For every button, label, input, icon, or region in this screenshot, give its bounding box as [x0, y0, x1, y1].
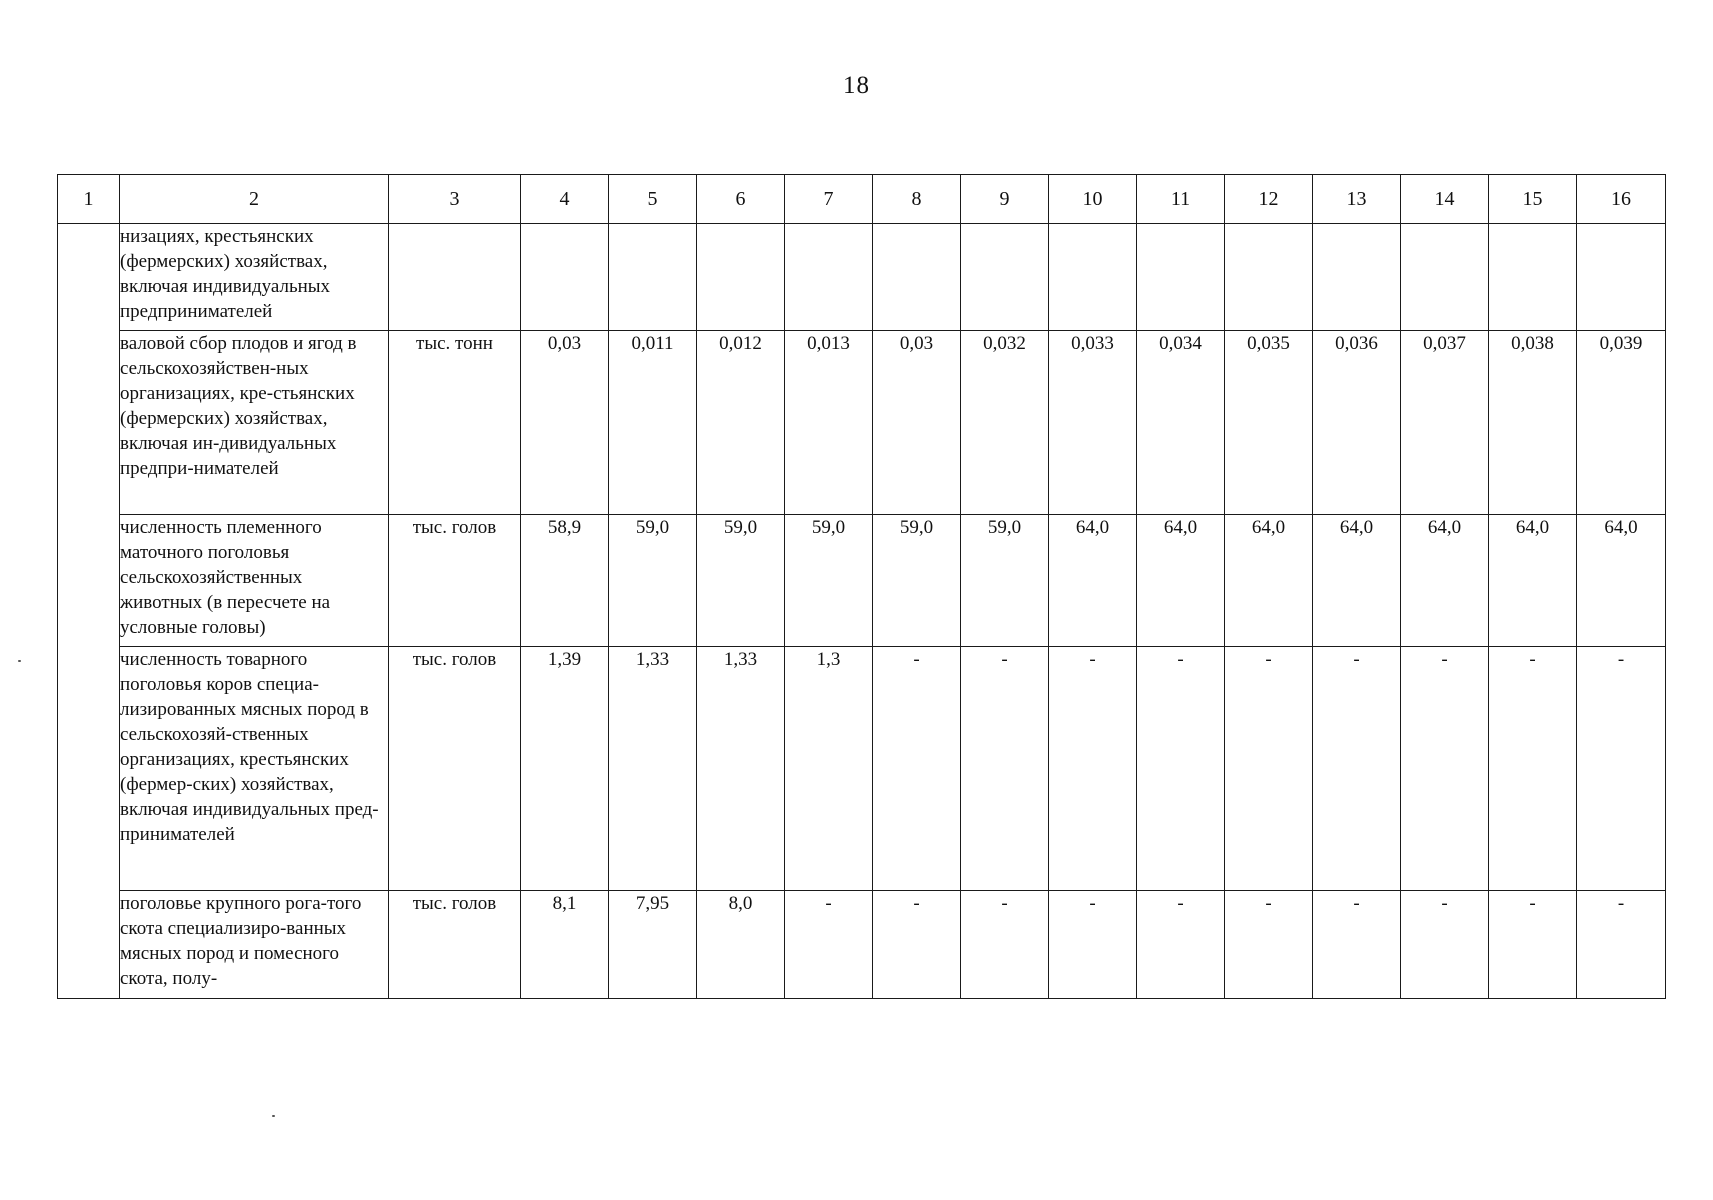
value-cell: 8,1 [521, 891, 609, 999]
value-cell: 0,012 [697, 331, 785, 515]
column-number: 7 [785, 175, 873, 224]
value-cell [1577, 224, 1666, 331]
value-cell: - [1577, 891, 1666, 999]
value-cell: - [961, 891, 1049, 999]
value-cell: - [1049, 891, 1137, 999]
value-cell: 7,95 [609, 891, 697, 999]
value-cell [873, 224, 961, 331]
value-cell [609, 224, 697, 331]
column-number: 9 [961, 175, 1049, 224]
value-cell: - [1401, 891, 1489, 999]
value-cell: 64,0 [1137, 515, 1225, 647]
value-cell [961, 224, 1049, 331]
value-cell: - [1313, 891, 1401, 999]
unit-cell: тыс. тонн [389, 331, 521, 515]
value-cell [1313, 224, 1401, 331]
value-cell [785, 224, 873, 331]
column-number: 10 [1049, 175, 1137, 224]
value-cell: 59,0 [785, 515, 873, 647]
value-cell: 1,3 [785, 647, 873, 891]
value-cell: 1,33 [609, 647, 697, 891]
value-cell: 0,035 [1225, 331, 1313, 515]
indicator-name: низациях, крестьянских (фермерских) хозяйствах, включая индивидуальных предпринимателей [120, 224, 389, 331]
column-number: 15 [1489, 175, 1577, 224]
scan-speck [272, 1115, 275, 1117]
table-row [58, 647, 1666, 891]
column-number: 12 [1225, 175, 1313, 224]
value-cell: 1,39 [521, 647, 609, 891]
table-row [58, 224, 1666, 331]
value-cell: 8,0 [697, 891, 785, 999]
value-cell: 0,03 [521, 331, 609, 515]
value-cell: 0,038 [1489, 331, 1577, 515]
value-cell: 0,036 [1313, 331, 1401, 515]
value-cell [697, 224, 785, 331]
unit-cell: тыс. голов [389, 647, 521, 891]
column-number: 2 [120, 175, 389, 224]
value-cell: - [1489, 647, 1577, 891]
column-number-row [58, 175, 1666, 224]
value-cell: 0,03 [873, 331, 961, 515]
column-number: 3 [389, 175, 521, 224]
value-cell: - [1137, 647, 1225, 891]
value-cell [1401, 224, 1489, 331]
value-cell: 59,0 [609, 515, 697, 647]
value-cell: 0,013 [785, 331, 873, 515]
page-number: 18 [843, 72, 870, 99]
value-cell: - [873, 891, 961, 999]
indicator-name: поголовье крупного рога-того скота специализиро-ванных мясных пород и помесного скота, полу- [120, 891, 389, 999]
column-number: 6 [697, 175, 785, 224]
value-cell: 59,0 [697, 515, 785, 647]
value-cell [521, 224, 609, 331]
indicator-name: численность товарного поголовья коров специа-лизированных мясных пород в сельскохозяй-ственных организациях, крестьянских (фермер-ских) хозяйствах, включая индивидуальных пред-принимателей [120, 647, 389, 891]
table-row [58, 515, 1666, 647]
column-number: 16 [1577, 175, 1666, 224]
value-cell: - [1225, 891, 1313, 999]
value-cell: - [1489, 891, 1577, 999]
value-cell: - [1313, 647, 1401, 891]
column-number: 4 [521, 175, 609, 224]
value-cell: 64,0 [1489, 515, 1577, 647]
column-number: 11 [1137, 175, 1225, 224]
table-row [58, 331, 1666, 515]
value-cell: 64,0 [1577, 515, 1666, 647]
unit-cell: тыс. голов [389, 515, 521, 647]
value-cell: 0,039 [1577, 331, 1666, 515]
value-cell: 1,33 [697, 647, 785, 891]
column-number: 13 [1313, 175, 1401, 224]
column-number: 14 [1401, 175, 1489, 224]
value-cell: 0,034 [1137, 331, 1225, 515]
unit-cell: тыс. голов [389, 891, 521, 999]
value-cell: 59,0 [961, 515, 1049, 647]
column-number: 1 [58, 175, 120, 224]
scan-speck [18, 660, 21, 662]
value-cell [1049, 224, 1137, 331]
indicator-name: численность племенного маточного поголовья сельскохозяйственных животных (в пересчете на условные головы) [120, 515, 389, 647]
value-cell [1225, 224, 1313, 331]
value-cell: 64,0 [1313, 515, 1401, 647]
value-cell: 0,011 [609, 331, 697, 515]
value-cell: 64,0 [1225, 515, 1313, 647]
column-number: 5 [609, 175, 697, 224]
value-cell: - [1225, 647, 1313, 891]
value-cell: - [1577, 647, 1666, 891]
value-cell: - [961, 647, 1049, 891]
value-cell: - [1401, 647, 1489, 891]
unit-cell [389, 224, 521, 331]
table-row [58, 891, 1666, 999]
value-cell: - [1049, 647, 1137, 891]
indicator-name: валовой сбор плодов и ягод в сельскохозяйствен-ных организациях, кре-стьянских (фермерских) хозяйствах, включая ин-дивидуальных предпри-нимателей [120, 331, 389, 515]
column-number: 8 [873, 175, 961, 224]
indicators-table [57, 174, 1666, 999]
value-cell: 64,0 [1401, 515, 1489, 647]
value-cell: - [1137, 891, 1225, 999]
value-cell: 64,0 [1049, 515, 1137, 647]
row-number-cell [58, 224, 120, 999]
value-cell: 58,9 [521, 515, 609, 647]
value-cell: - [873, 647, 961, 891]
value-cell [1137, 224, 1225, 331]
value-cell: 0,032 [961, 331, 1049, 515]
value-cell [1489, 224, 1577, 331]
value-cell: 0,037 [1401, 331, 1489, 515]
value-cell: - [785, 891, 873, 999]
value-cell: 0,033 [1049, 331, 1137, 515]
value-cell: 59,0 [873, 515, 961, 647]
